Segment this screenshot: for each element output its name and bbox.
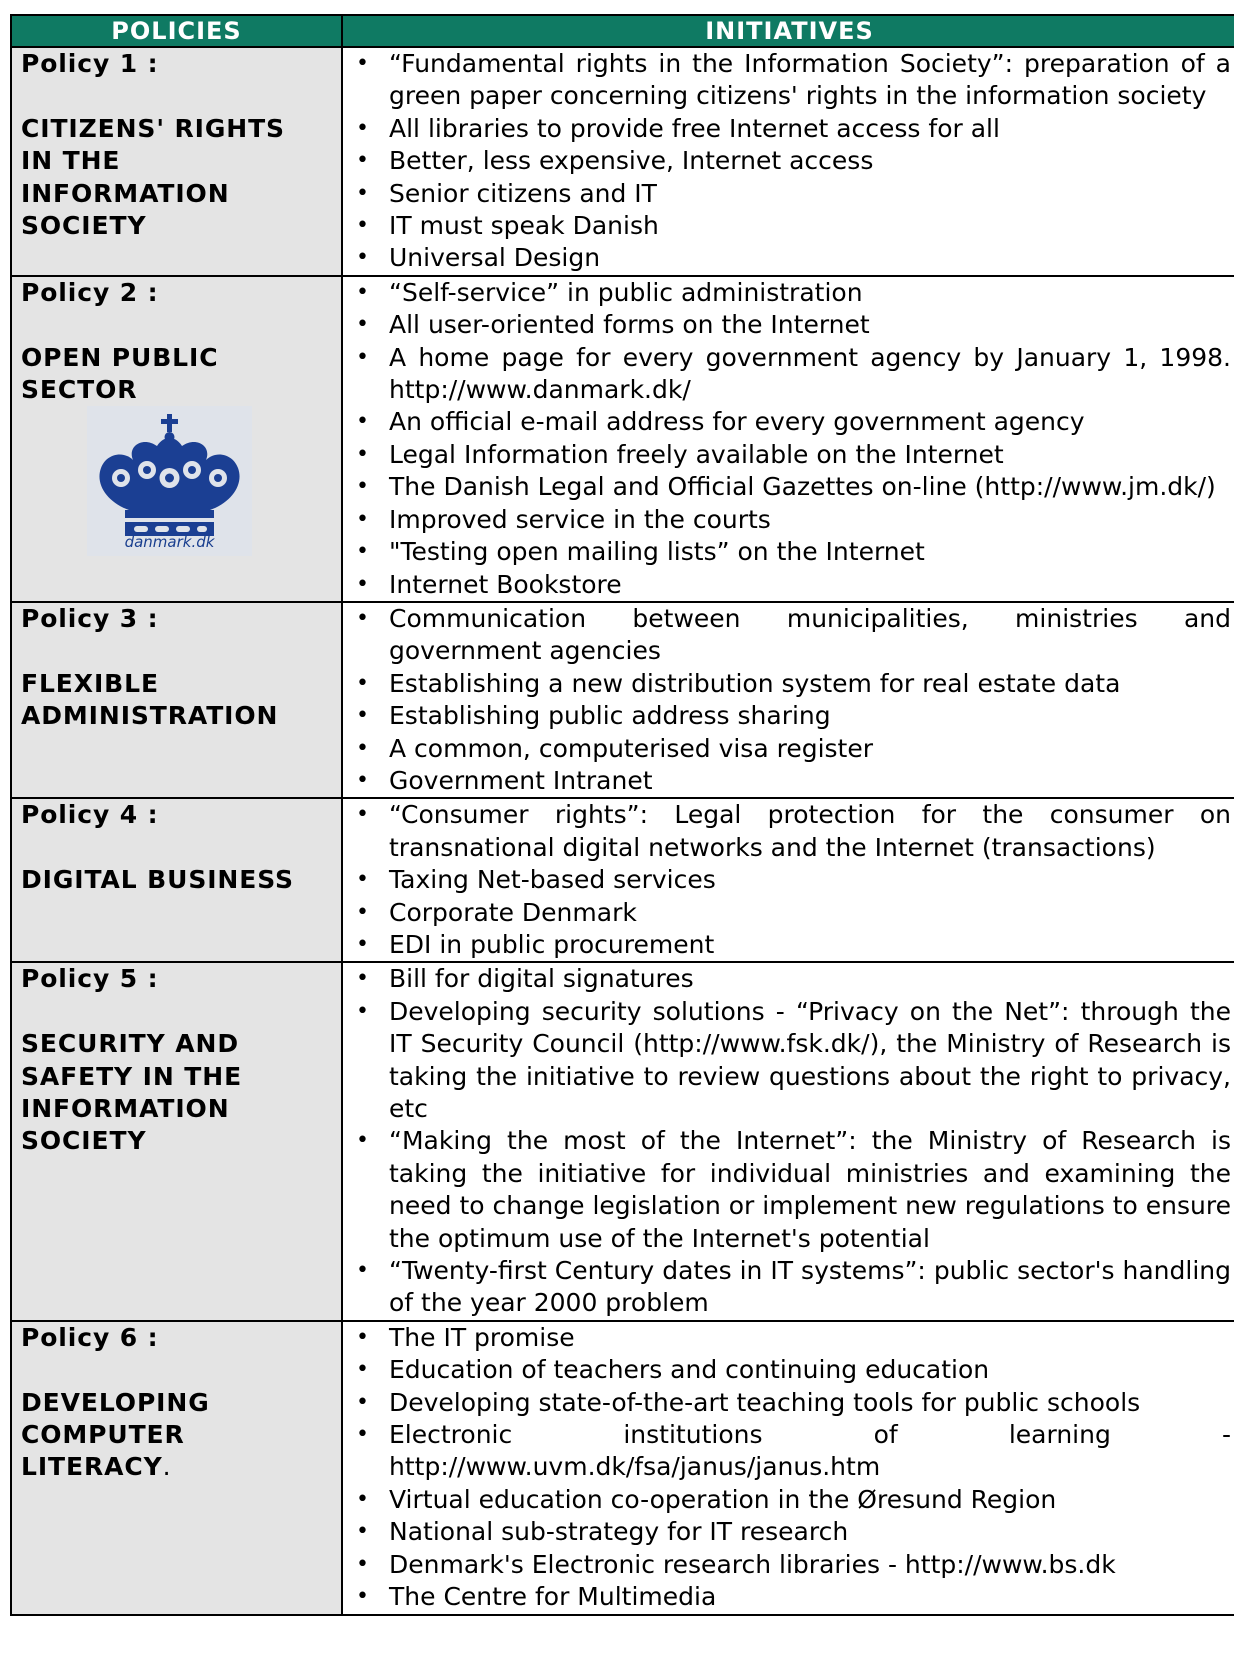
policy-cell: [11, 798, 342, 962]
bullet-icon: •: [356, 899, 369, 925]
initiative-text: Improved service in the courts: [389, 504, 771, 534]
bullet-icon: •: [356, 51, 369, 76]
policy-title: [21, 113, 321, 243]
initiatives-column-header: INITIATIVES: [342, 15, 1234, 47]
logo-caption: danmark.dk: [124, 533, 215, 552]
bullet-icon: •: [356, 213, 369, 239]
bullet-icon: •: [356, 931, 369, 957]
list-item: [343, 897, 1231, 929]
initiatives-cell: [342, 276, 1234, 602]
policy-title-text: SECURITY AND SAFETY IN THE INFORMATION SOCIETY: [21, 1029, 243, 1156]
initiatives-list: [343, 277, 1231, 601]
danmark-crown-logo: [87, 406, 252, 556]
initiative-text: Communication between municipalities, ministries and government agencies: [389, 603, 1231, 666]
initiative-text: Bill for digital signatures: [389, 964, 694, 994]
bullet-icon: •: [356, 148, 369, 174]
policy-number: Policy 4 :: [21, 800, 159, 830]
initiative-text: Education of teachers and continuing education: [389, 1355, 990, 1385]
list-item: [343, 439, 1231, 471]
list-item: [343, 1354, 1231, 1386]
policy-title-text: DIGITAL BUSINESS: [21, 865, 294, 895]
list-item: [343, 1516, 1231, 1548]
initiatives-list: [343, 1322, 1231, 1614]
bullet-icon: •: [356, 1357, 369, 1383]
list-item: [343, 1419, 1231, 1484]
policy-row: [11, 798, 1234, 962]
bullet-icon: •: [356, 1551, 369, 1577]
policy-title-text: OPEN PUBLIC SECTOR: [21, 342, 219, 405]
list-item: [343, 1255, 1231, 1320]
initiative-text: The Centre for Multimedia: [389, 1582, 717, 1612]
initiative-text: Legal Information freely available on the Internet: [389, 439, 1004, 469]
policy-spacer: [21, 635, 341, 667]
initiatives-list: [343, 48, 1231, 275]
policy-row: [11, 47, 1234, 276]
initiative-text: All user-oriented forms on the Internet: [389, 310, 870, 340]
bullet-icon: •: [356, 802, 369, 828]
initiative-text: Corporate Denmark: [389, 897, 637, 927]
list-item: [343, 242, 1231, 274]
list-item: [343, 929, 1231, 961]
policy-title-text: DEVELOPING COMPUTER LITERACY: [21, 1387, 210, 1482]
list-item: [343, 309, 1231, 341]
list-item: [343, 963, 1231, 995]
policy-row: [11, 276, 1234, 602]
initiative-text: Electronic institutions of learning - http://www.uvm.dk/fsa/janus/janus.htm: [389, 1420, 1231, 1482]
list-item: [343, 406, 1231, 438]
bullet-icon: •: [356, 966, 369, 992]
bullet-icon: •: [356, 245, 369, 271]
bullet-icon: •: [356, 735, 369, 761]
policy-cell: [11, 962, 342, 1320]
policy-title-suffix: .: [162, 1452, 172, 1482]
list-item: [343, 536, 1231, 568]
policy-number: Policy 5 :: [21, 964, 159, 994]
list-item: [343, 603, 1231, 668]
initiative-text: All libraries to provide free Internet access for all: [389, 113, 1000, 143]
bullet-icon: •: [356, 312, 369, 338]
policy-title-text: CITIZENS' RIGHTS IN THE INFORMATION SOCIETY: [21, 113, 285, 240]
list-item: [343, 48, 1231, 113]
policy-title-text: FLEXIBLE ADMINISTRATION: [21, 668, 279, 731]
policy-row: [11, 962, 1234, 1320]
policies-column-header: POLICIES: [11, 15, 342, 47]
initiatives-cell: [342, 962, 1234, 1320]
policy-row: [11, 602, 1234, 798]
bullet-icon: •: [356, 867, 369, 893]
initiatives-cell: [342, 798, 1234, 962]
initiative-text: Developing security solutions - “Privacy on the Net”: through the IT Security Council (http://www.fsk.dk/), the Ministry of Research is taking the initiative to review questions about the right to privacy, etc: [389, 996, 1231, 1123]
initiatives-cell: [342, 602, 1234, 798]
list-item: [343, 700, 1231, 732]
list-item: [343, 799, 1231, 864]
list-item: [343, 1125, 1231, 1255]
policy-row: [11, 1321, 1234, 1615]
bullet-icon: •: [356, 767, 369, 793]
initiatives-cell: [342, 47, 1234, 276]
list-item: [343, 471, 1231, 503]
policy-cell: [11, 1321, 342, 1615]
initiative-text: An official e-mail address for every government agency: [389, 407, 1085, 437]
list-item: [343, 765, 1231, 797]
list-item: [343, 277, 1231, 309]
policy-spacer: [21, 309, 341, 341]
policy-cell: [11, 602, 342, 798]
policy-title: [21, 668, 321, 733]
bullet-icon: •: [356, 1128, 369, 1154]
policy-spacer: [21, 832, 341, 864]
bullet-icon: •: [356, 409, 369, 435]
list-item: [343, 145, 1231, 177]
bullet-icon: •: [356, 605, 369, 631]
initiative-text: “Twenty-first Century dates in IT systems”: public sector's handling of the year 2000 problem: [389, 1256, 1231, 1318]
bullet-icon: •: [356, 539, 369, 565]
bullet-icon: •: [356, 1422, 369, 1448]
policy-title: [21, 1028, 321, 1158]
initiative-text: Better, less expensive, Internet access: [389, 146, 874, 176]
bullet-icon: •: [356, 998, 369, 1024]
initiative-text: Denmark's Electronic research libraries - http://www.bs.dk: [389, 1549, 1116, 1579]
initiatives-list: [343, 603, 1231, 797]
list-item: [343, 178, 1231, 210]
bullet-icon: •: [356, 279, 369, 305]
initiative-text: A home page for every government agency by January 1, 1998. http://www.danmark.dk/: [389, 342, 1231, 405]
initiative-text: Government Intranet: [389, 765, 653, 795]
initiative-text: “Consumer rights”: Legal protection for the consumer on transnational digital networks and the Internet (transactions): [389, 800, 1231, 862]
initiative-text: Internet Bookstore: [389, 569, 622, 599]
policy-number: Policy 1 :: [21, 49, 159, 78]
policy-number: Policy 3 :: [21, 603, 159, 633]
bullet-icon: •: [356, 344, 369, 370]
initiative-text: "Testing open mailing lists” on the Internet: [389, 537, 925, 567]
bullet-icon: •: [356, 1258, 369, 1284]
initiative-text: “Fundamental rights in the Information Society”: preparation of a green paper concerning citizens' rights in the information society: [389, 49, 1231, 111]
policies-table: [10, 14, 1234, 1616]
bullet-icon: •: [356, 180, 369, 206]
initiative-text: EDI in public procurement: [389, 929, 715, 959]
bullet-icon: •: [356, 506, 369, 532]
initiatives-cell: [342, 1321, 1234, 1615]
initiative-text: Universal Design: [389, 243, 601, 273]
bullet-icon: •: [356, 1389, 369, 1415]
bullet-icon: •: [356, 115, 369, 141]
policy-cell: [11, 276, 342, 602]
policy-number: Policy 6 :: [21, 1322, 159, 1352]
initiative-text: “Self-service” in public administration: [389, 277, 863, 307]
list-item: [343, 113, 1231, 145]
initiative-text: The IT promise: [389, 1322, 575, 1352]
list-item: [343, 1322, 1231, 1354]
list-item: [343, 996, 1231, 1126]
policy-number: Policy 2 :: [21, 277, 159, 307]
policy-title: [21, 1387, 321, 1484]
initiative-text: Senior citizens and IT: [389, 178, 657, 208]
bullet-icon: •: [356, 703, 369, 729]
initiative-text: A common, computerised visa register: [389, 733, 874, 763]
initiative-text: IT must speak Danish: [389, 211, 659, 241]
initiative-text: “Making the most of the Internet”: the Ministry of Research is taking the initiative for individual ministries and examining the need to change legislation or implement new regulations to ensure the optimum use of the Internet's potential: [389, 1126, 1231, 1253]
bullet-icon: •: [356, 474, 369, 500]
list-item: [343, 1549, 1231, 1581]
initiative-text: Virtual education co-operation in the Øresund Region: [389, 1484, 1057, 1514]
list-item: [343, 864, 1231, 896]
list-item: [343, 210, 1231, 242]
bullet-icon: •: [356, 1519, 369, 1545]
policy-title: [21, 342, 321, 407]
initiative-text: Establishing a new distribution system for real estate data: [389, 668, 1121, 698]
list-item: [343, 1387, 1231, 1419]
initiatives-list: [343, 799, 1231, 961]
table-header-row: [11, 15, 1234, 47]
initiative-text: The Danish Legal and Official Gazettes on-line (http://www.jm.dk/): [389, 472, 1216, 502]
bullet-icon: •: [356, 441, 369, 467]
initiatives-list: [343, 963, 1231, 1319]
policy-document: [10, 14, 1234, 1616]
bullet-icon: •: [356, 670, 369, 696]
initiative-text: Taxing Net-based services: [389, 865, 716, 895]
policy-spacer: [21, 996, 341, 1028]
policy-spacer: [21, 1354, 341, 1386]
list-item: [343, 342, 1231, 407]
list-item: [343, 1581, 1231, 1613]
bullet-icon: •: [356, 1324, 369, 1350]
initiative-text: Establishing public address sharing: [389, 701, 831, 731]
policy-spacer: [21, 80, 341, 112]
list-item: [343, 733, 1231, 765]
bullet-icon: •: [356, 571, 369, 597]
policy-title: [21, 864, 321, 896]
list-item: [343, 504, 1231, 536]
bullet-icon: •: [356, 1584, 369, 1610]
list-item: [343, 1484, 1231, 1516]
bullet-icon: •: [356, 1486, 369, 1512]
initiative-text: National sub-strategy for IT research: [389, 1517, 849, 1547]
list-item: [343, 569, 1231, 601]
initiative-text: Developing state-of-the-art teaching tools for public schools: [389, 1387, 1141, 1417]
policy-cell: [11, 47, 342, 276]
list-item: [343, 668, 1231, 700]
